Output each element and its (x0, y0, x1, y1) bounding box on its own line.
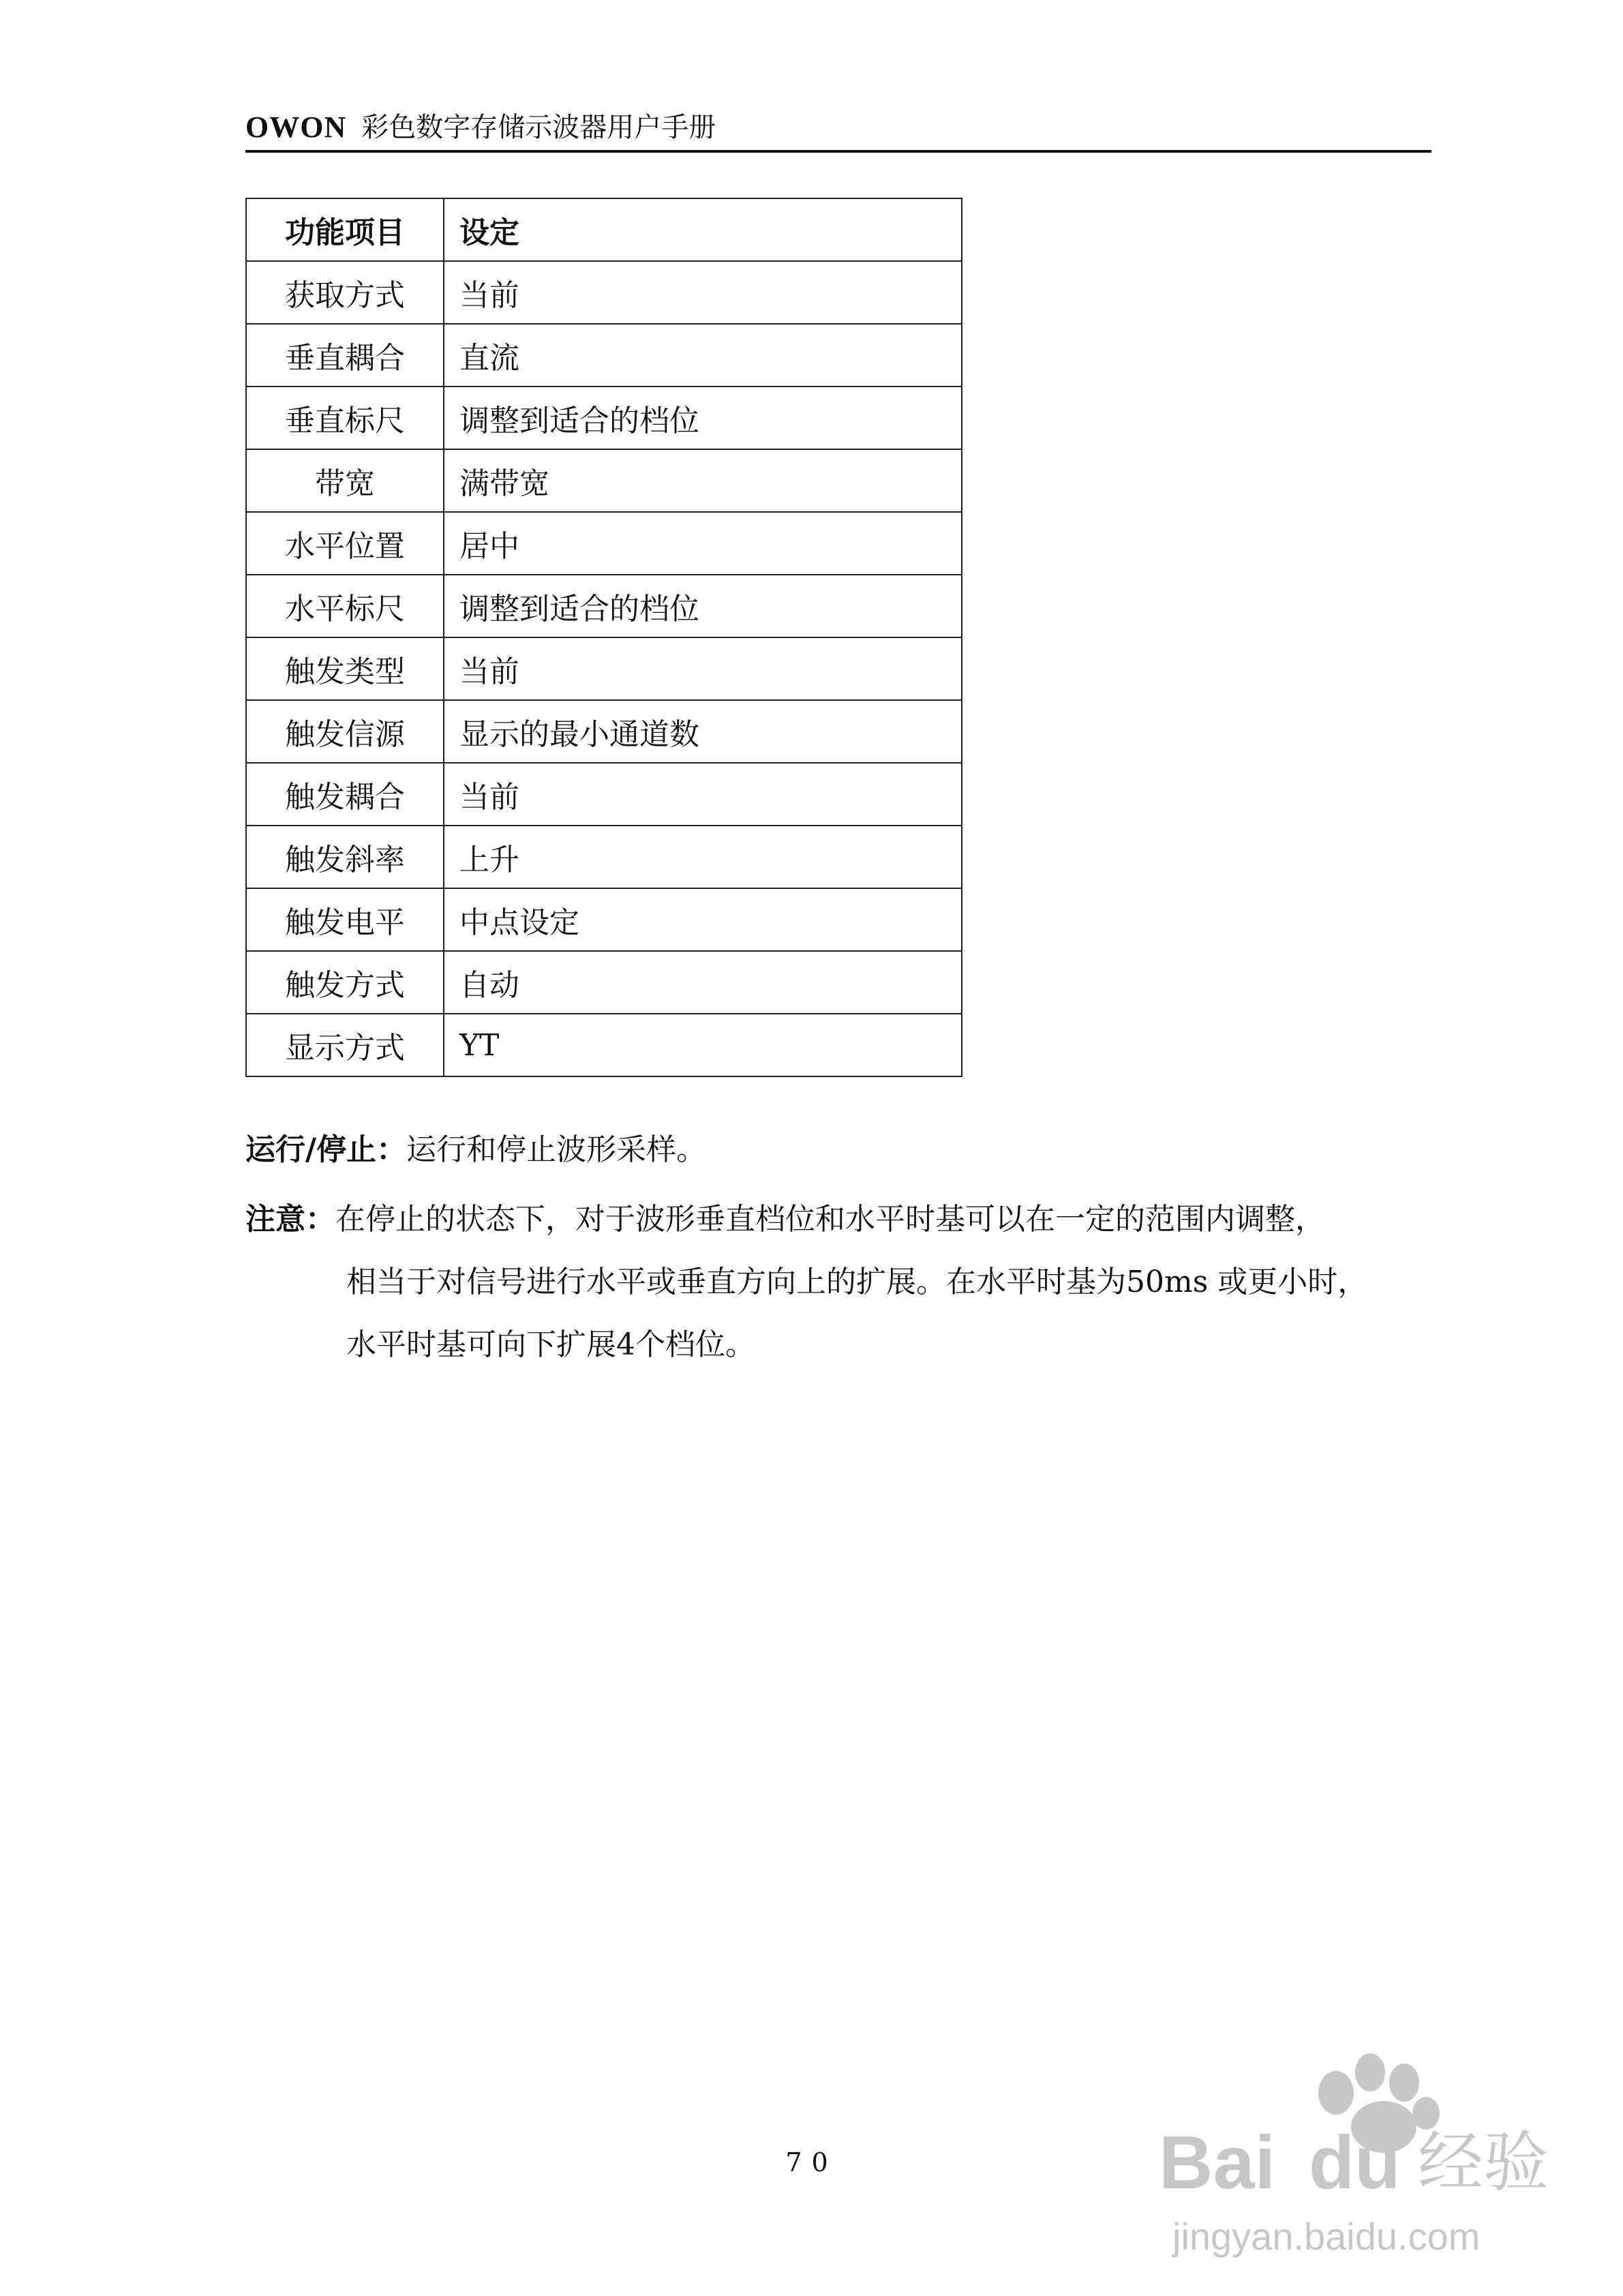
header-title: 彩色数字存储示波器用户手册 (361, 112, 716, 143)
note-line-1: 在停止的状态下，对于波形垂直档位和水平时基可以在一定的范围内调整， (335, 1202, 1325, 1237)
function-item-cell: 触发方式 (246, 951, 444, 1014)
setting-value-cell: 显示的最小通道数 (444, 700, 962, 763)
table-row (246, 449, 962, 512)
table-row (246, 324, 962, 387)
table-row (246, 387, 962, 449)
table-row (246, 700, 962, 763)
table-row (246, 826, 962, 888)
function-item-cell: 垂直标尺 (246, 387, 444, 449)
svg-text:经验: 经验 (1418, 2124, 1549, 2201)
function-item-cell: 显示方式 (246, 1014, 444, 1076)
run-stop-text: 运行和停止波形采样。 (406, 1132, 707, 1167)
table-row (246, 951, 962, 1014)
setting-value-cell: 自动 (444, 951, 962, 1014)
note-line-3: 水平时基可向下扩展4个档位。 (346, 1327, 755, 1362)
column-header-item: 功能项目 (246, 198, 444, 261)
table-row (246, 763, 962, 826)
note-line-2: 相当于对信号进行水平或垂直方向上的扩展。在水平时基为50ms 或更小时， (346, 1265, 1368, 1299)
setting-value-cell: 中点设定 (444, 888, 962, 951)
svg-text:Bai: Bai (1159, 2121, 1276, 2205)
function-item-cell: 水平位置 (246, 512, 444, 575)
table-row (246, 575, 962, 637)
setting-value-cell: 调整到适合的档位 (444, 387, 962, 449)
table-row (246, 512, 962, 575)
column-header-setting: 设定 (444, 198, 962, 261)
setting-value-cell: 当前 (444, 763, 962, 826)
function-item-cell: 触发类型 (246, 637, 444, 700)
setting-value-cell: 上升 (444, 826, 962, 888)
setting-value-cell: 满带宽 (444, 449, 962, 512)
note-paragraph (245, 1194, 1325, 1238)
baidu-jingyan-watermark (1132, 2045, 1554, 2277)
setting-value-cell: 调整到适合的档位 (444, 575, 962, 637)
table-row (246, 637, 962, 700)
note-label: 注意： (245, 1202, 335, 1237)
baidu-paw-logo-icon (1132, 2045, 1554, 2277)
table-row (246, 888, 962, 951)
settings-table (245, 198, 962, 1077)
setting-value-cell: 当前 (444, 637, 962, 700)
setting-value-cell: 当前 (444, 261, 962, 324)
setting-value-cell: 直流 (444, 324, 962, 387)
svg-text:du: du (1309, 2121, 1401, 2205)
function-item-cell: 水平标尺 (246, 575, 444, 637)
function-item-cell: 触发信源 (246, 700, 444, 763)
header-brand: OWON (245, 110, 347, 144)
svg-text:jingyan.baidu.com: jingyan.baidu.com (1172, 2215, 1481, 2258)
page-header (245, 110, 1431, 153)
table-row (246, 261, 962, 324)
function-item-cell: 垂直耦合 (246, 324, 444, 387)
setting-value-cell: 居中 (444, 512, 962, 575)
function-item-cell: 触发耦合 (246, 763, 444, 826)
setting-value-cell: YT (444, 1014, 962, 1076)
run-stop-label: 运行/停止： (245, 1132, 407, 1167)
table-header-row (246, 198, 962, 261)
table-row (246, 1014, 962, 1076)
page-number: 70 (785, 2147, 838, 2177)
function-item-cell: 触发斜率 (246, 826, 444, 888)
run-stop-paragraph (245, 1125, 706, 1168)
function-item-cell: 带宽 (246, 449, 444, 512)
function-item-cell: 触发电平 (246, 888, 444, 951)
function-item-cell: 获取方式 (246, 261, 444, 324)
